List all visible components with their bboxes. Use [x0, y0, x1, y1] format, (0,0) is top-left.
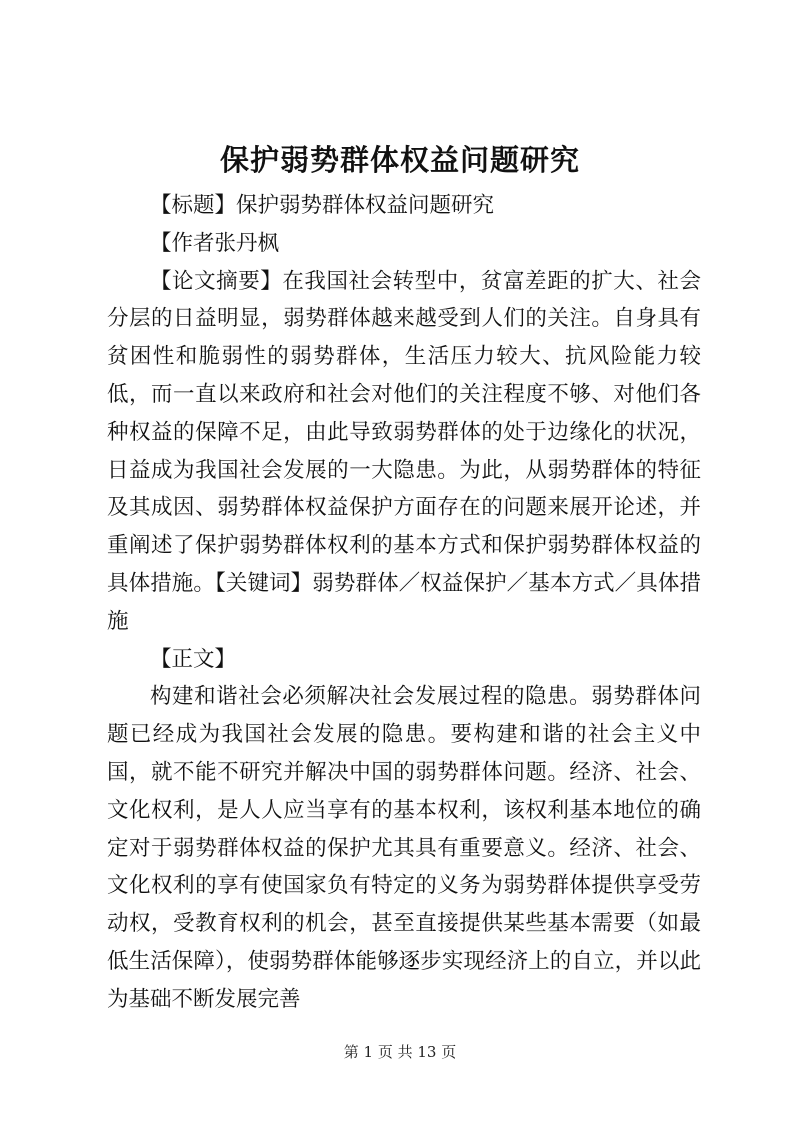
- body-label-line: 【正文】: [150, 646, 237, 672]
- document-body: [107, 187, 701, 1019]
- author-label-line: 【作者张丹枫: [150, 230, 280, 256]
- abstract-paragraph: 【论文摘要】在我国社会转型中，贫富差距的扩大、社会分层的日益明显，弱势群体越来越受到人们的关注。自身具有贫困性和脆弱性的弱势群体，生活压力较大、抗风险能力较低，而一直以来政府和社会对他们的关注程度不够、对他们各种权益的保障不足，由此导致弱势群体的处于边缘化的状况，日益成为我国社会发展的一大隐患。为此，从弱势群体的特征及其成因、弱势群体权益保护方面存在的问题来展开论述，并重阐述了保护弱势群体权利的基本方式和保护弱势群体权益的具体措施。【关键词】弱势群体／权益保护／基本方式／具体措施: [107, 268, 701, 634]
- page-title: 保护弱势群体权益问题研究: [219, 143, 580, 177]
- body-paragraph: 构建和谐社会必须解决社会发展过程的隐患。弱势群体问题已经成为我国社会发展的隐患。要构建和谐的社会主义中国，就不能不研究并解决中国的弱势群体问题。经济、社会、文化权利，是人人应当享有的基本权利，该权利基本地位的确定对于弱势群体权益的保护尤其具有重要意义。经济、社会、文化权利的享有使国家负有特定的义务为弱势群体提供享受劳动权，受教育权利的机会，甚至直接提供某些基本需要（如最低生活保障），使弱势群体能够逐步实现经济上的自立，并以此为基础不断发展完善: [107, 684, 701, 1012]
- title-label-line: 【标题】保护弱势群体权益问题研究: [150, 193, 495, 218]
- page-footer: 第 1 页 共 13 页: [343, 1043, 457, 1061]
